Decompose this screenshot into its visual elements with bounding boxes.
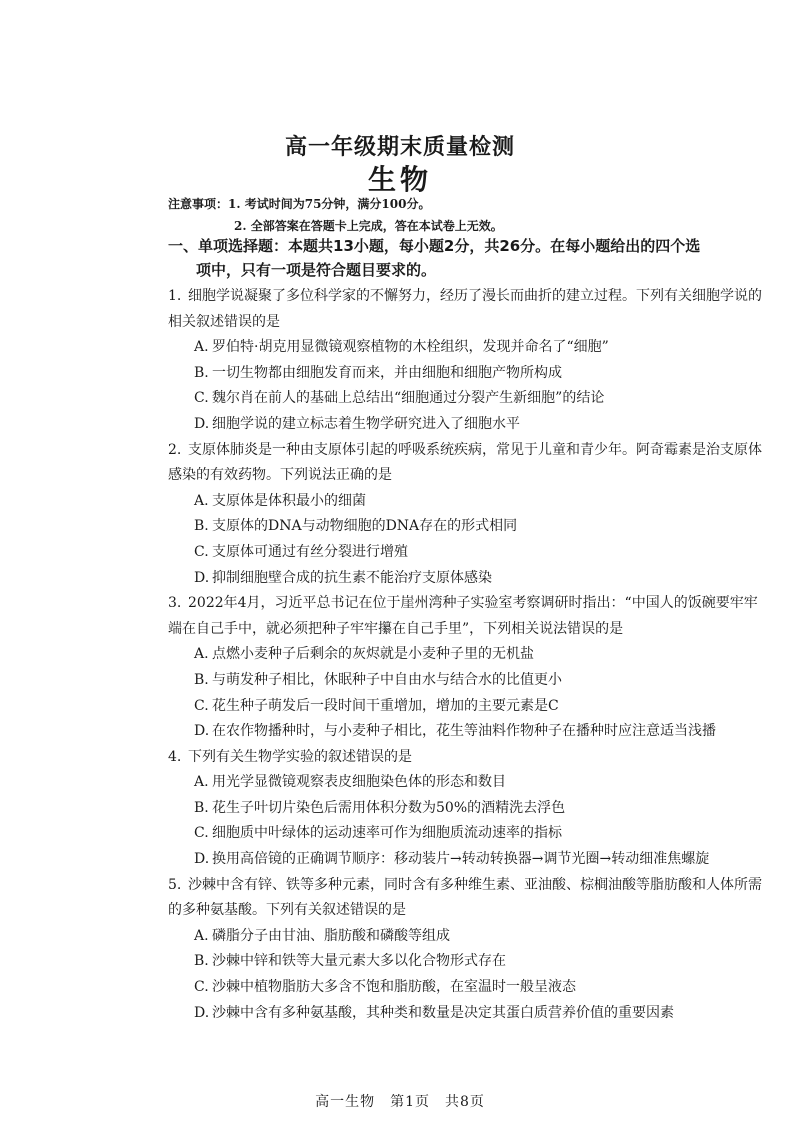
question-list — [168, 284, 768, 1026]
option-b — [168, 796, 768, 822]
option-letter: C. — [194, 390, 209, 407]
option-c — [168, 694, 768, 720]
option-letter: A. — [194, 774, 209, 791]
option-a — [168, 489, 768, 515]
option-letter: B. — [194, 364, 209, 381]
question-2 — [168, 438, 768, 592]
option-a — [168, 770, 768, 796]
question-number: 3. — [168, 595, 182, 612]
option-text: 支原体可通过有丝分裂进行增殖 — [212, 543, 408, 560]
question-stem-text: 细胞学说凝聚了多位科学家的不懈努力，经历了漫长而曲折的建立过程。下列有关细胞学说的相关叙述错误的是 — [168, 288, 762, 330]
notes-item-1: 1. 考试时间为75分钟，满分100分。 — [228, 197, 431, 211]
option-letter: C. — [194, 543, 209, 560]
option-text: 罗伯特·胡克用显微镜观察植物的木栓组织，发现并命名了“细胞” — [212, 339, 609, 356]
exam-title: 高一年级期末质量检测 — [284, 135, 515, 160]
question-3 — [168, 591, 768, 745]
option-text: 支原体的DNA与动物细胞的DNA存在的形式相同 — [212, 518, 518, 535]
option-text: 沙棘中锌和铁等大量元素大多以化合物形式存在 — [212, 953, 506, 970]
option-d — [168, 412, 768, 438]
option-letter: A. — [194, 339, 209, 356]
question-stem — [148, 745, 768, 771]
option-letter: C. — [194, 979, 209, 996]
section-heading-line-1: 一、单项选择题：本题共13小题，每小题2分，共26分。在每小题给出的四个选 — [168, 237, 701, 255]
option-text: 换用高倍镜的正确调节顺序：移动装片→转动转换器→调节光圈→转动细准焦螺旋 — [212, 851, 710, 868]
option-b — [168, 949, 768, 975]
option-text: 用光学显微镜观察表皮细胞染色体的形态和数目 — [212, 774, 506, 791]
notes-label: 注意事项： — [168, 197, 229, 211]
question-number: 4. — [168, 748, 182, 765]
option-c — [168, 975, 768, 1001]
option-d — [168, 566, 768, 592]
question-number: 1. — [168, 288, 182, 304]
option-text: 花生子叶切片染色后需用体积分数为50%的酒精洗去浮色 — [212, 799, 566, 816]
option-letter: B. — [194, 799, 209, 816]
option-text: 点燃小麦种子后剩余的灰烬就是小麦种子里的无机盐 — [212, 646, 534, 663]
question-number: 2. — [168, 441, 182, 458]
option-letter: B. — [194, 518, 209, 535]
question-stem-text: 沙棘中含有锌、铁等多种元素，同时含有多种维生素、亚油酸、棕榈油酸等脂肪酸和人体所需的多种氨基酸。下列有关叙述错误的是 — [168, 876, 762, 919]
option-text: 沙棘中植物脂肪大多含不饱和脂肪酸，在室温时一般呈液态 — [212, 979, 576, 996]
section-heading — [168, 234, 768, 282]
option-d — [168, 719, 768, 745]
option-a — [168, 335, 768, 361]
option-letter: A. — [194, 492, 209, 509]
question-stem — [148, 591, 768, 642]
option-letter: D. — [194, 723, 210, 740]
option-letter: A. — [194, 927, 209, 944]
exam-subject: 生物 — [367, 163, 432, 196]
option-text: 细胞学说的建立标志着生物学研究进入了细胞水平 — [212, 415, 520, 432]
option-b — [168, 668, 768, 694]
option-d — [168, 1001, 768, 1027]
option-text: 魏尔肖在前人的基础上总结出“细胞通过分裂产生新细胞”的结论 — [212, 390, 605, 407]
option-text: 在农作物播种时，与小麦种子相比，花生等油料作物种子在播种时应注意适当浅播 — [212, 723, 716, 740]
option-c — [168, 540, 768, 566]
notes-item-2: 2. 全部答案在答题卡上完成，答在本试卷上无效。 — [234, 219, 503, 233]
option-text: 磷脂分子由甘油、脂肪酸和磷酸等组成 — [212, 927, 450, 944]
option-letter: A. — [194, 646, 209, 663]
section-heading-line-2: 项中，只有一项是符合题目要求的。 — [196, 261, 437, 279]
option-letter: C. — [194, 697, 209, 714]
option-text: 花生种子萌发后一段时间干重增加，增加的主要元素是C — [212, 697, 559, 714]
option-letter: D. — [194, 415, 210, 432]
question-number: 5. — [168, 876, 182, 893]
question-4 — [168, 745, 768, 873]
question-stem — [148, 873, 768, 924]
option-b — [168, 361, 768, 387]
option-text: 细胞质中叶绿体的运动速率可作为细胞质流动速率的指标 — [212, 825, 562, 842]
option-letter: B. — [194, 953, 209, 970]
option-text: 与萌发种子相比，休眠种子中自由水与结合水的比值更小 — [212, 671, 562, 688]
question-1 — [168, 284, 768, 438]
question-stem-text: 下列有关生物学实验的叙述错误的是 — [188, 748, 412, 765]
question-5 — [168, 873, 768, 1027]
page-footer: 高一生物 第1页 共8页 — [315, 1094, 485, 1110]
notes-block — [168, 193, 503, 237]
option-text: 抑制细胞壁合成的抗生素不能治疗支原体感染 — [212, 569, 492, 586]
option-letter: D. — [194, 1004, 210, 1021]
option-a — [168, 924, 768, 950]
option-text: 支原体是体积最小的细菌 — [212, 492, 366, 509]
option-b — [168, 514, 768, 540]
option-c — [168, 386, 768, 412]
option-text: 沙棘中含有多种氨基酸，其种类和数量是决定其蛋白质营养价值的重要因素 — [212, 1004, 674, 1021]
option-letter: C. — [194, 825, 209, 842]
option-text: 一切生物都由细胞发育而来，并由细胞和细胞产物所构成 — [212, 364, 562, 381]
question-stem — [148, 284, 768, 335]
option-a — [168, 642, 768, 668]
option-letter: D. — [194, 851, 210, 868]
question-stem — [148, 438, 768, 489]
question-stem-text: 支原体肺炎是一种由支原体引起的呼吸系统疾病，常见于儿童和青少年。阿奇霉素是治支原体感染的有效药物。下列说法正确的是 — [168, 441, 762, 484]
notes-row-1 — [168, 193, 503, 215]
question-stem-text: 2022年4月，习近平总书记在位于崖州湾种子实验室考察调研时指出：“中国人的饭碗要牢牢端在自己手中，就必须把种子牢牢攥在自己手里”，下列相关说法错误的是 — [168, 595, 758, 637]
option-letter: D. — [194, 569, 210, 586]
option-letter: B. — [194, 671, 209, 688]
option-d — [168, 847, 768, 873]
option-c — [168, 821, 768, 847]
